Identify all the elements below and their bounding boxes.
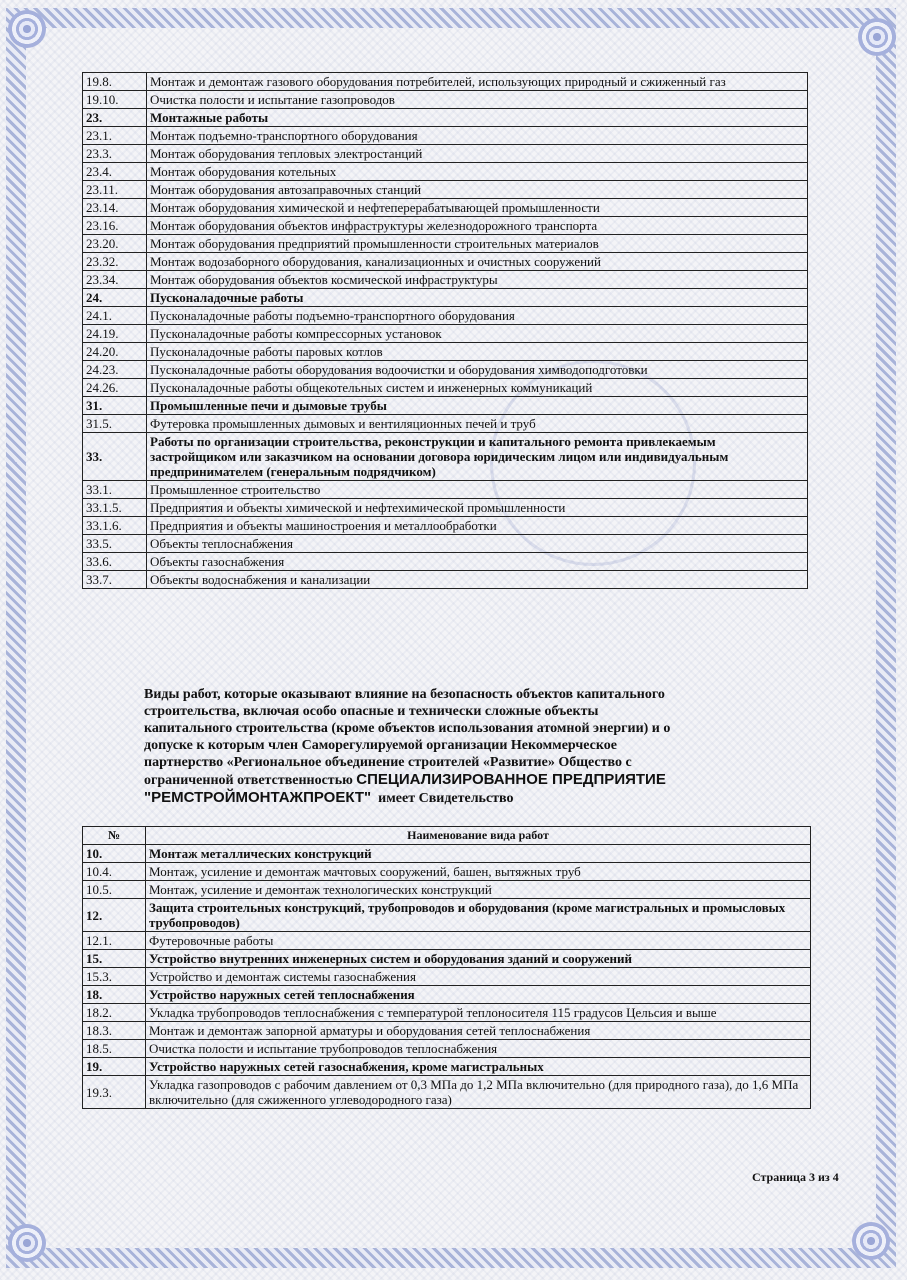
work-code: 19.8. (83, 73, 147, 91)
work-code: 12. (83, 899, 146, 932)
work-code: 31. (83, 397, 147, 415)
table-row (83, 109, 808, 127)
table-row (83, 325, 808, 343)
table-row (83, 986, 811, 1004)
table-row (83, 1040, 811, 1058)
work-name: Работы по организации строительства, реконструкции и капитального ремонта привлекаемым застройщиком или заказчиком на основании договора юридическим лицом или индивидуальным предпринимателем (генеральным подрядчиком) (147, 433, 808, 481)
work-code: 23.32. (83, 253, 147, 271)
work-name: Пусконаладочные работы компрессорных установок (147, 325, 808, 343)
corner-rosette-top-right (858, 18, 896, 56)
work-code: 10. (83, 845, 146, 863)
table-row (83, 1058, 811, 1076)
work-code: 23. (83, 109, 147, 127)
company-name-quoted: "РЕМСТРОЙМОНТАЖПРОЕКТ" (144, 789, 372, 806)
table-row (83, 1004, 811, 1022)
intro-line (144, 771, 744, 789)
table-row (83, 571, 808, 589)
work-name: Монтаж и демонтаж запорной арматуры и оборудования сетей теплоснабжения (146, 1022, 811, 1040)
work-code: 33.1. (83, 481, 147, 499)
work-code: 23.11. (83, 181, 147, 199)
intro-line: строительства, включая особо опасные и технически сложные объекты (144, 704, 599, 719)
table-row (83, 863, 811, 881)
work-name: Очистка полости и испытание газопроводов (147, 91, 808, 109)
work-code: 19.3. (83, 1076, 146, 1109)
work-code: 23.20. (83, 235, 147, 253)
work-types-table (82, 826, 811, 1109)
work-name: Устройство наружных сетей теплоснабжения (146, 986, 811, 1004)
table-row (83, 553, 808, 571)
work-code: 33.6. (83, 553, 147, 571)
corner-rosette-bottom-right (852, 1222, 890, 1260)
table-row (83, 881, 811, 899)
work-code: 33.7. (83, 571, 147, 589)
intro-line: партнерство «Региональное объединение строителей «Развитие» Общество с (144, 755, 632, 770)
table-row (83, 235, 808, 253)
work-code: 33.1.6. (83, 517, 147, 535)
work-code: 23.16. (83, 217, 147, 235)
table-row (83, 199, 808, 217)
work-name: Монтаж металлических конструкций (146, 845, 811, 863)
work-name: Объекты газоснабжения (147, 553, 808, 571)
table-row (83, 968, 811, 986)
work-types-table-continued (82, 72, 808, 589)
work-name: Устройство наружных сетей газоснабжения, кроме магистральных (146, 1058, 811, 1076)
work-name: Монтаж и демонтаж газового оборудования потребителей, использующих природный и сжиженный газ (147, 73, 808, 91)
table-row (83, 899, 811, 932)
table-row (83, 145, 808, 163)
work-name: Монтаж, усиление и демонтаж мачтовых сооружений, башен, вытяжных труб (146, 863, 811, 881)
table-header-row (83, 827, 811, 845)
work-name: Футеровка промышленных дымовых и вентиляционных печей и труб (147, 415, 808, 433)
table-row (83, 361, 808, 379)
work-code: 10.5. (83, 881, 146, 899)
work-name: Очистка полости и испытание трубопроводов теплоснабжения (146, 1040, 811, 1058)
work-name: Предприятия и объекты химической и нефтехимической промышленности (147, 499, 808, 517)
table-row (83, 481, 808, 499)
header-name: Наименование вида работ (146, 827, 811, 845)
table-row (83, 950, 811, 968)
table-row (83, 307, 808, 325)
table-row (83, 499, 808, 517)
work-name: Предприятия и объекты машиностроения и металлообработки (147, 517, 808, 535)
table-row (83, 289, 808, 307)
work-code: 24.19. (83, 325, 147, 343)
work-name: Устройство внутренних инженерных систем и оборудования зданий и сооружений (146, 950, 811, 968)
work-name: Защита строительных конструкций, трубопроводов и оборудования (кроме магистральных и промысловых трубопроводов) (146, 899, 811, 932)
work-code: 24. (83, 289, 147, 307)
company-name: СПЕЦИАЛИЗИРОВАННОЕ ПРЕДПРИЯТИЕ (356, 771, 666, 788)
work-name: Монтаж оборудования объектов космической инфраструктуры (147, 271, 808, 289)
intro-line (144, 789, 744, 807)
table-row (83, 1076, 811, 1109)
work-code: 23.3. (83, 145, 147, 163)
intro-line: допуске к которым член Саморегулируемой организации Некоммерческое (144, 738, 617, 753)
work-code: 24.23. (83, 361, 147, 379)
work-name: Пусконаладочные работы паровых котлов (147, 343, 808, 361)
intro-line: Виды работ, которые оказывают влияние на безопасность объектов капитального (144, 687, 665, 702)
work-name: Пусконаладочные работы подъемно-транспортного оборудования (147, 307, 808, 325)
work-code: 31.5. (83, 415, 147, 433)
table-row (83, 73, 808, 91)
work-code: 10.4. (83, 863, 146, 881)
work-name: Монтаж оборудования химической и нефтеперерабатывающей промышленности (147, 199, 808, 217)
table-row (83, 127, 808, 145)
header-number: № (83, 827, 146, 845)
work-name: Объекты водоснабжения и канализации (147, 571, 808, 589)
table-row (83, 932, 811, 950)
work-name: Монтаж оборудования объектов инфраструктуры железнодорожного транспорта (147, 217, 808, 235)
work-code: 12.1. (83, 932, 146, 950)
work-code: 23.4. (83, 163, 147, 181)
work-name: Пусконаладочные работы общекотельных систем и инженерных коммуникаций (147, 379, 808, 397)
work-name: Монтаж подъемно-транспортного оборудования (147, 127, 808, 145)
work-name: Монтаж оборудования тепловых электростанций (147, 145, 808, 163)
work-code: 33. (83, 433, 147, 481)
table-row (83, 415, 808, 433)
work-code: 15.3. (83, 968, 146, 986)
table-row (83, 845, 811, 863)
table-row (83, 397, 808, 415)
work-name: Пусконаладочные работы оборудования водоочистки и оборудования химводоподготовки (147, 361, 808, 379)
work-code: 33.1.5. (83, 499, 147, 517)
table-row (83, 163, 808, 181)
corner-rosette-bottom-left (8, 1224, 46, 1262)
work-name: Устройство и демонтаж системы газоснабжения (146, 968, 811, 986)
work-code: 23.14. (83, 199, 147, 217)
work-code: 18.2. (83, 1004, 146, 1022)
table-row (83, 379, 808, 397)
corner-rosette-top-left (8, 10, 46, 48)
table-row (83, 433, 808, 481)
work-code: 18. (83, 986, 146, 1004)
work-code: 23.1. (83, 127, 147, 145)
work-code: 24.26. (83, 379, 147, 397)
intro-text: имеет Свидетельство (371, 791, 514, 806)
page-number: Страница 3 из 4 (752, 1170, 839, 1184)
work-code: 18.3. (83, 1022, 146, 1040)
work-name: Монтажные работы (147, 109, 808, 127)
intro-text: ограниченной ответственностью (144, 773, 357, 788)
work-name: Монтаж оборудования котельных (147, 163, 808, 181)
table-row (83, 271, 808, 289)
work-code: 15. (83, 950, 146, 968)
table-row (83, 217, 808, 235)
table-row (83, 517, 808, 535)
work-name: Монтаж, усиление и демонтаж технологических конструкций (146, 881, 811, 899)
table-row (83, 181, 808, 199)
work-code: 33.5. (83, 535, 147, 553)
table-row (83, 253, 808, 271)
work-name: Монтаж оборудования предприятий промышленности строительных материалов (147, 235, 808, 253)
work-name: Укладка трубопроводов теплоснабжения с температурой теплоносителя 115 градусов Цельсия и выше (146, 1004, 811, 1022)
work-name: Укладка газопроводов с рабочим давлением от 0,3 МПа до 1,2 МПа включительно (для природного газа), до 1,6 МПа включительно (для сжиженного углеводородного газа) (146, 1076, 811, 1109)
work-code: 18.5. (83, 1040, 146, 1058)
work-code: 19.10. (83, 91, 147, 109)
table-row (83, 535, 808, 553)
work-name: Пусконаладочные работы (147, 289, 808, 307)
work-name: Промышленное строительство (147, 481, 808, 499)
work-name: Монтаж водозаборного оборудования, канализационных и очистных сооружений (147, 253, 808, 271)
work-name: Футеровочные работы (146, 932, 811, 950)
work-code: 19. (83, 1058, 146, 1076)
table-row (83, 343, 808, 361)
intro-line: капитального строительства (кроме объектов использования атомной энергии) и о (144, 721, 671, 736)
work-code: 24.20. (83, 343, 147, 361)
table-row (83, 91, 808, 109)
intro-paragraph (144, 686, 744, 807)
work-name: Монтаж оборудования автозаправочных станций (147, 181, 808, 199)
work-code: 24.1. (83, 307, 147, 325)
table-row (83, 1022, 811, 1040)
work-code: 23.34. (83, 271, 147, 289)
work-name: Промышленные печи и дымовые трубы (147, 397, 808, 415)
work-name: Объекты теплоснабжения (147, 535, 808, 553)
